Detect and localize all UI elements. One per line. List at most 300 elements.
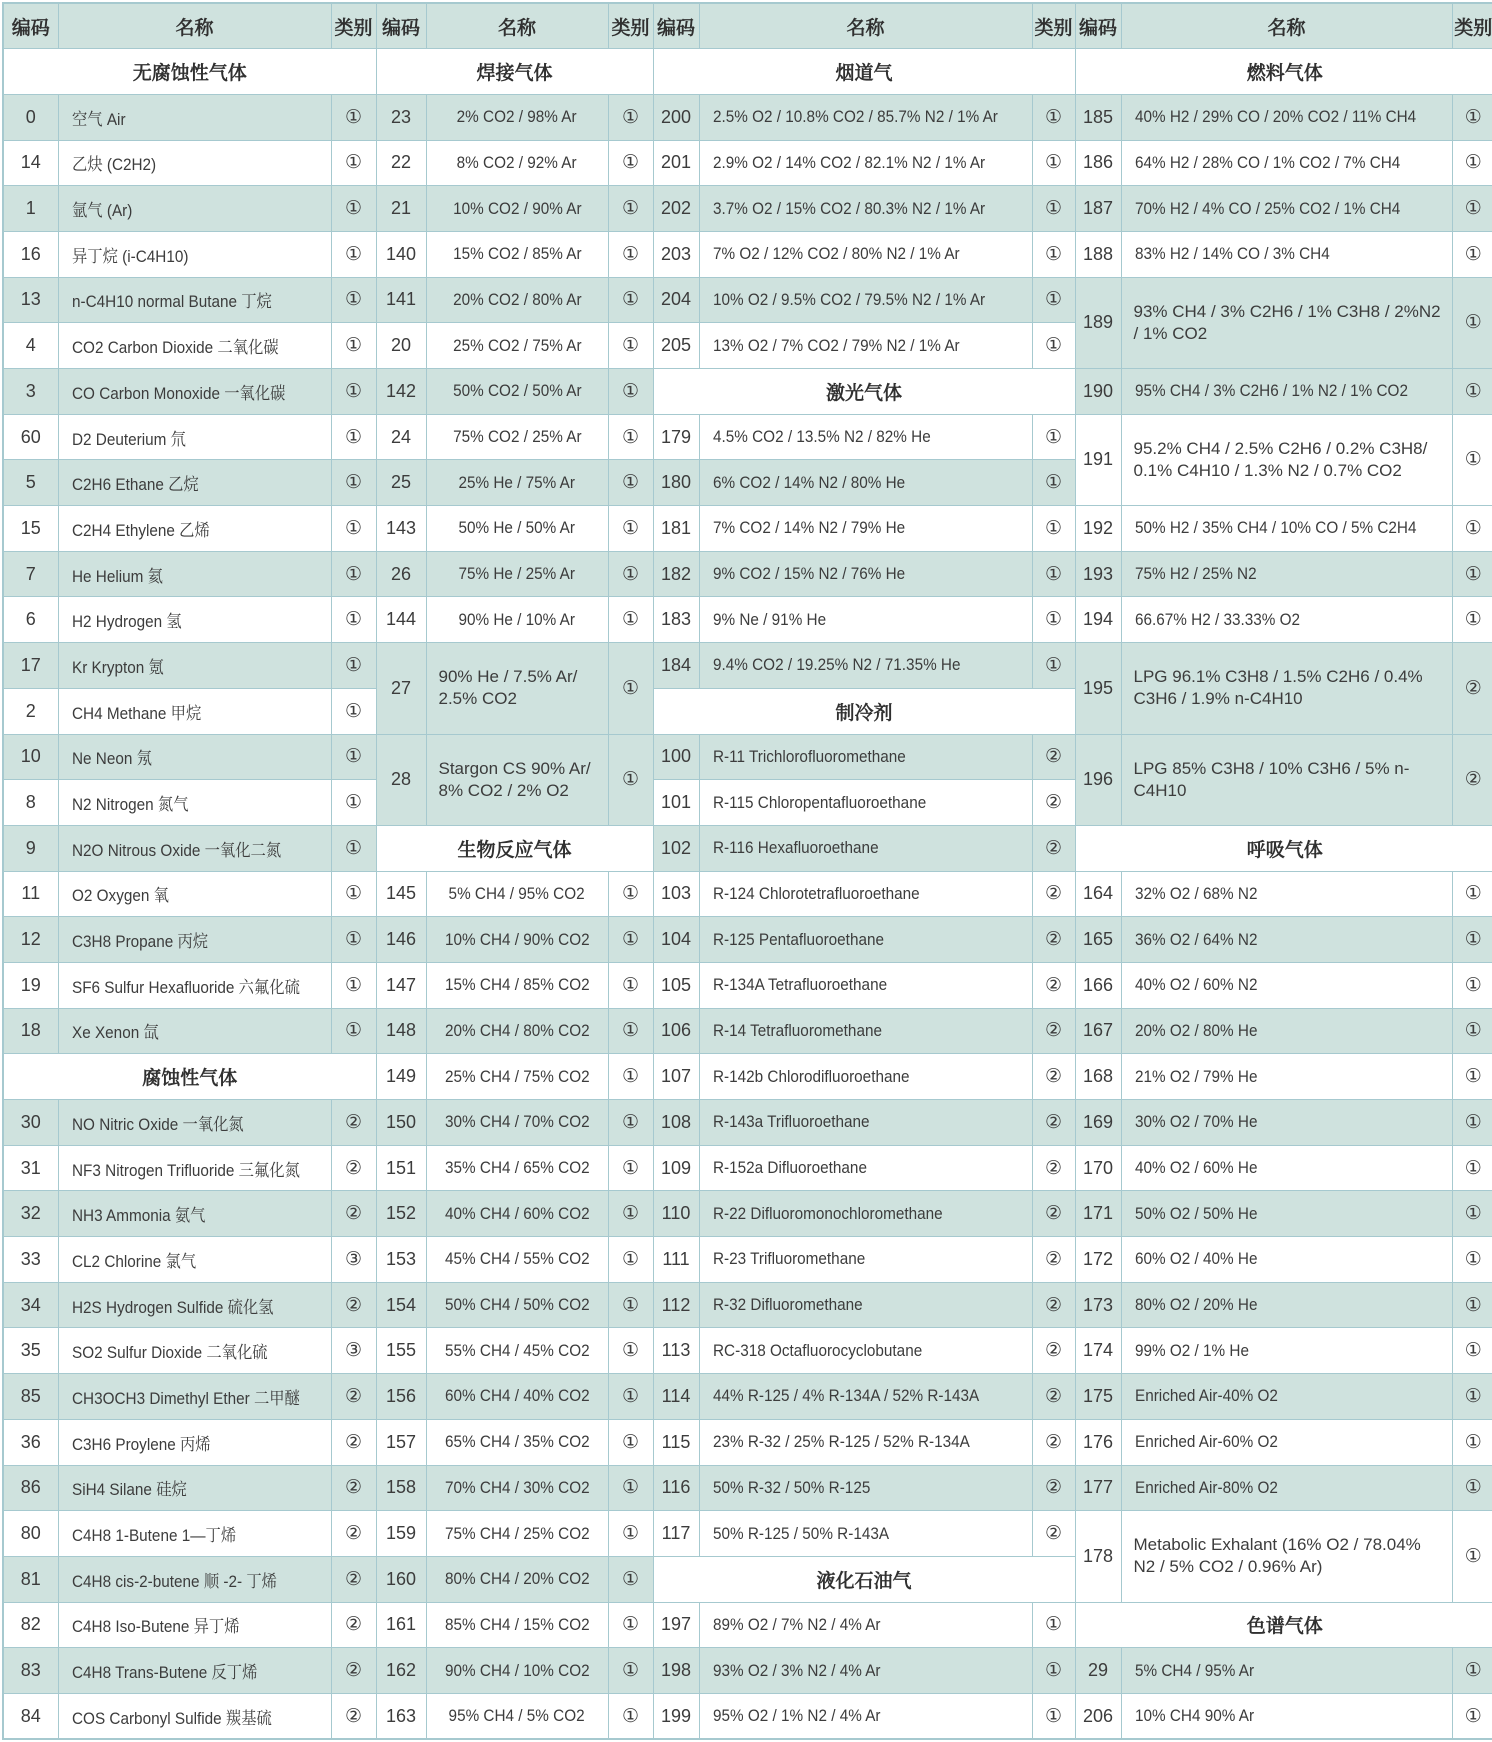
gas-name: N2 Nitrogen 氮气 xyxy=(71,795,188,815)
code-cell: 14 xyxy=(3,140,58,186)
gas-name: 90% CH4 / 10% CO2 xyxy=(444,1660,590,1680)
code-cell: 33 xyxy=(3,1237,58,1283)
code-cell: 172 xyxy=(1075,1237,1121,1283)
code-cell: 143 xyxy=(376,506,426,552)
gas-name: D2 Deuterium 氘 xyxy=(71,429,186,449)
gas-name: 65% CH4 / 35% CO2 xyxy=(444,1432,590,1452)
code-cell: 10 xyxy=(3,734,58,780)
category-cell: ② xyxy=(1032,1465,1075,1511)
category-cell: ② xyxy=(331,1465,376,1511)
name-cell xyxy=(426,1145,608,1191)
code-cell: 190 xyxy=(1075,369,1121,415)
code-cell: 4 xyxy=(3,323,58,369)
code-cell: 113 xyxy=(653,1328,699,1374)
category-cell: ② xyxy=(1032,1374,1075,1420)
name-cell xyxy=(699,1374,1032,1420)
name-cell xyxy=(58,277,331,323)
category-cell: ① xyxy=(1452,1328,1492,1374)
gas-name: 10% O2 / 9.5% CO2 / 79.5% N2 / 1% Ar xyxy=(712,289,985,309)
category-cell: ② xyxy=(331,1648,376,1694)
gas-name: 5% CH4 / 95% CO2 xyxy=(448,883,586,903)
code-cell: 175 xyxy=(1075,1374,1121,1420)
category-cell: ① xyxy=(1452,277,1492,368)
gas-name: CL2 Chlorine 氯气 xyxy=(71,1251,196,1271)
table-row xyxy=(3,1054,1492,1100)
category-cell: ① xyxy=(331,140,376,186)
category-cell: ① xyxy=(331,414,376,460)
table-row xyxy=(3,1693,1492,1739)
code-cell: 151 xyxy=(376,1145,426,1191)
table-row xyxy=(3,825,1492,871)
code-cell: 164 xyxy=(1075,871,1121,917)
gas-name: 30% O2 / 70% He xyxy=(1134,1112,1257,1132)
code-cell: 18 xyxy=(3,1008,58,1054)
name-cell xyxy=(699,871,1032,917)
table-row xyxy=(3,871,1492,917)
code-cell: 114 xyxy=(653,1374,699,1420)
name-cell xyxy=(58,917,331,963)
gas-name: R-116 Hexafluoroethane xyxy=(712,838,879,858)
code-cell: 163 xyxy=(376,1693,426,1739)
name-cell xyxy=(426,1419,608,1465)
name-cell xyxy=(426,140,608,186)
code-cell: 180 xyxy=(653,460,699,506)
code-cell: 85 xyxy=(3,1374,58,1420)
name-cell xyxy=(699,186,1032,232)
col-header-category: 类别 xyxy=(608,3,653,49)
gas-name: 15% CO2 / 85% Ar xyxy=(452,244,582,264)
code-cell: 83 xyxy=(3,1648,58,1694)
gas-name: 50% CO2 / 50% Ar xyxy=(452,381,582,401)
category-cell: ① xyxy=(608,1419,653,1465)
name-cell xyxy=(426,643,608,734)
gas-name: RC-318 Octafluorocyclobutane xyxy=(712,1340,922,1360)
name-cell xyxy=(699,597,1032,643)
gas-name: 93% O2 / 3% N2 / 4% Ar xyxy=(712,1660,881,1680)
code-cell: 84 xyxy=(3,1693,58,1739)
section-header: 生物反应气体 xyxy=(376,825,653,871)
section-header: 激光气体 xyxy=(653,369,1075,415)
name-cell xyxy=(426,1237,608,1283)
name-cell xyxy=(426,460,608,506)
gas-name: 95% O2 / 1% N2 / 4% Ar xyxy=(712,1706,881,1726)
gas-name: 乙炔 (C2H2) xyxy=(71,155,156,175)
category-cell: ① xyxy=(1452,1054,1492,1100)
name-cell xyxy=(426,1648,608,1694)
name-cell xyxy=(699,1282,1032,1328)
table-row xyxy=(3,1237,1492,1283)
name-cell xyxy=(699,917,1032,963)
gas-name: 30% CH4 / 70% CO2 xyxy=(444,1112,590,1132)
name-cell xyxy=(58,231,331,277)
category-cell: ② xyxy=(1032,962,1075,1008)
category-cell: ① xyxy=(608,231,653,277)
category-cell: ① xyxy=(1452,1008,1492,1054)
category-cell: ② xyxy=(331,1511,376,1557)
name-cell xyxy=(699,825,1032,871)
table-row xyxy=(3,49,1492,95)
gas-name: 85% CH4 / 15% CO2 xyxy=(444,1614,590,1634)
code-cell: 107 xyxy=(653,1054,699,1100)
table-row xyxy=(3,94,1492,140)
gas-name: 25% He / 75% Ar xyxy=(458,472,576,492)
gas-name: C3H6 Proylene 丙烯 xyxy=(71,1434,211,1454)
code-cell: 145 xyxy=(376,871,426,917)
gas-name: Kr Krypton 氪 xyxy=(71,657,164,677)
category-cell: ① xyxy=(331,825,376,871)
name-cell xyxy=(1121,277,1452,368)
gas-name: R-143a Trifluoroethane xyxy=(712,1112,870,1132)
category-cell: ① xyxy=(1452,140,1492,186)
table-row xyxy=(3,414,1492,460)
name-cell xyxy=(58,1556,331,1602)
category-cell: ① xyxy=(331,551,376,597)
category-cell: ① xyxy=(608,1282,653,1328)
code-cell: 185 xyxy=(1075,94,1121,140)
category-cell: ② xyxy=(1032,1419,1075,1465)
name-cell xyxy=(699,734,1032,780)
table-row xyxy=(3,551,1492,597)
category-cell: ① xyxy=(1452,1282,1492,1328)
name-cell xyxy=(426,871,608,917)
table-row xyxy=(3,506,1492,552)
table-row xyxy=(3,1419,1492,1465)
code-cell: 183 xyxy=(653,597,699,643)
gas-name: 23% R-32 / 25% R-125 / 52% R-134A xyxy=(712,1432,970,1452)
category-cell: ① xyxy=(1452,231,1492,277)
code-cell: 101 xyxy=(653,780,699,826)
code-cell: 28 xyxy=(376,734,426,825)
name-cell xyxy=(1121,1054,1452,1100)
name-cell xyxy=(426,277,608,323)
category-cell: ② xyxy=(1452,643,1492,734)
category-cell: ① xyxy=(608,1511,653,1557)
code-cell: 13 xyxy=(3,277,58,323)
code-cell: 24 xyxy=(376,414,426,460)
gas-name: 2% CO2 / 98% Ar xyxy=(457,107,577,127)
code-cell: 192 xyxy=(1075,506,1121,552)
name-cell xyxy=(58,780,331,826)
name-cell xyxy=(426,917,608,963)
category-cell: ① xyxy=(608,871,653,917)
table-row xyxy=(3,1511,1492,1557)
gas-name: 3.7% O2 / 15% CO2 / 80.3% N2 / 1% Ar xyxy=(712,198,985,218)
category-cell: ① xyxy=(331,506,376,552)
code-cell: 174 xyxy=(1075,1328,1121,1374)
name-cell xyxy=(1121,643,1452,734)
code-cell: 15 xyxy=(3,506,58,552)
category-cell: ① xyxy=(1032,643,1075,689)
table-row xyxy=(3,1328,1492,1374)
code-cell: 144 xyxy=(376,597,426,643)
section-header: 无腐蚀性气体 xyxy=(3,49,376,95)
section-header: 燃料气体 xyxy=(1075,49,1492,95)
name-cell xyxy=(1121,1237,1452,1283)
category-cell: ① xyxy=(1452,1374,1492,1420)
gas-name: 60% O2 / 40% He xyxy=(1134,1249,1257,1269)
table-row xyxy=(3,1145,1492,1191)
name-cell xyxy=(58,1100,331,1146)
name-cell xyxy=(58,1419,331,1465)
category-cell: ① xyxy=(608,460,653,506)
gas-name: Enriched Air-60% O2 xyxy=(1134,1432,1278,1452)
code-cell: 153 xyxy=(376,1237,426,1283)
name-cell xyxy=(1121,1511,1452,1602)
col-header-name: 名称 xyxy=(1121,3,1452,49)
code-cell: 178 xyxy=(1075,1511,1121,1602)
name-cell xyxy=(699,962,1032,1008)
table-row xyxy=(3,962,1492,1008)
gas-name: LPG 96.1% C3H8 / 1.5% C2H6 / 0.4% C3H6 / 1.9% n-C4H10 xyxy=(1133,667,1423,709)
category-cell: ① xyxy=(1452,1100,1492,1146)
code-cell: 23 xyxy=(376,94,426,140)
gas-name: Enriched Air-80% O2 xyxy=(1134,1477,1278,1497)
gas-name: C4H8 1-Butene 1—丁烯 xyxy=(71,1526,236,1546)
category-cell: ① xyxy=(1032,1693,1075,1739)
name-cell xyxy=(699,277,1032,323)
name-cell xyxy=(1121,1328,1452,1374)
gas-name: 55% CH4 / 45% CO2 xyxy=(444,1340,590,1360)
name-cell xyxy=(426,1100,608,1146)
category-cell: ① xyxy=(608,1374,653,1420)
col-header-code: 编码 xyxy=(3,3,58,49)
gas-name: COS Carbonyl Sulfide 羰基硫 xyxy=(71,1708,272,1728)
code-cell: 30 xyxy=(3,1100,58,1146)
name-cell xyxy=(1121,186,1452,232)
category-cell: ① xyxy=(331,643,376,689)
gas-name: 36% O2 / 64% N2 xyxy=(1134,929,1257,949)
gas-name: 20% O2 / 80% He xyxy=(1134,1020,1257,1040)
section-header: 烟道气 xyxy=(653,49,1075,95)
name-cell xyxy=(1121,1008,1452,1054)
gas-name: SF6 Sulfur Hexafluoride 六氟化硫 xyxy=(71,977,300,997)
name-cell xyxy=(1121,734,1452,825)
name-cell xyxy=(699,231,1032,277)
section-header: 色谱气体 xyxy=(1075,1602,1492,1648)
category-cell: ① xyxy=(1452,186,1492,232)
gas-name: C2H4 Ethylene 乙烯 xyxy=(71,520,210,540)
code-cell: 149 xyxy=(376,1054,426,1100)
table-row xyxy=(3,1282,1492,1328)
gas-name: R-142b Chlorodifluoroethane xyxy=(712,1066,909,1086)
table-row xyxy=(3,1008,1492,1054)
gas-name: CH3OCH3 Dimethyl Ether 二甲醚 xyxy=(71,1388,300,1408)
category-cell: ① xyxy=(1452,871,1492,917)
name-cell xyxy=(58,506,331,552)
code-cell: 193 xyxy=(1075,551,1121,597)
category-cell: ② xyxy=(1032,1191,1075,1237)
code-cell: 152 xyxy=(376,1191,426,1237)
code-cell: 31 xyxy=(3,1145,58,1191)
name-cell xyxy=(58,1602,331,1648)
code-cell: 26 xyxy=(376,551,426,597)
gas-name: R-32 Difluoromethane xyxy=(712,1295,863,1315)
category-cell: ① xyxy=(1452,551,1492,597)
gas-name: 32% O2 / 68% N2 xyxy=(1134,883,1257,903)
name-cell xyxy=(699,1419,1032,1465)
code-cell: 184 xyxy=(653,643,699,689)
code-cell: 159 xyxy=(376,1511,426,1557)
code-cell: 165 xyxy=(1075,917,1121,963)
code-cell: 194 xyxy=(1075,597,1121,643)
category-cell: ① xyxy=(1032,414,1075,460)
code-cell: 187 xyxy=(1075,186,1121,232)
category-cell: ② xyxy=(331,1693,376,1739)
name-cell xyxy=(1121,1100,1452,1146)
category-cell: ① xyxy=(608,917,653,963)
name-cell xyxy=(58,871,331,917)
category-cell: ① xyxy=(331,323,376,369)
name-cell xyxy=(699,1511,1032,1557)
code-cell: 106 xyxy=(653,1008,699,1054)
category-cell: ① xyxy=(1452,1693,1492,1739)
name-cell xyxy=(58,1328,331,1374)
gas-name: 75% CO2 / 25% Ar xyxy=(452,427,582,447)
table-row xyxy=(3,917,1492,963)
col-header-code: 编码 xyxy=(376,3,426,49)
code-cell: 197 xyxy=(653,1602,699,1648)
code-cell: 6 xyxy=(3,597,58,643)
category-cell: ① xyxy=(331,871,376,917)
code-cell: 82 xyxy=(3,1602,58,1648)
category-cell: ① xyxy=(1452,414,1492,505)
category-cell: ① xyxy=(608,140,653,186)
name-cell xyxy=(58,460,331,506)
gas-name: 40% O2 / 60% He xyxy=(1134,1158,1257,1178)
category-cell: ① xyxy=(608,369,653,415)
category-cell: ① xyxy=(608,734,653,825)
gas-name: C4H8 Iso-Butene 异丁烯 xyxy=(71,1617,240,1637)
name-cell xyxy=(58,688,331,734)
category-cell: ③ xyxy=(331,1237,376,1283)
code-cell: 199 xyxy=(653,1693,699,1739)
category-cell: ① xyxy=(608,1237,653,1283)
gas-name: C2H6 Ethane 乙烷 xyxy=(71,475,199,495)
code-cell: 205 xyxy=(653,323,699,369)
gas-name: 99% O2 / 1% He xyxy=(1134,1340,1249,1360)
gas-name: 5% CH4 / 95% Ar xyxy=(1134,1660,1254,1680)
gas-name: R-14 Tetrafluoromethane xyxy=(712,1020,882,1040)
gas-name: R-134A Tetrafluoroethane xyxy=(712,975,887,995)
category-cell: ① xyxy=(608,277,653,323)
gas-name: n-C4H10 normal Butane 丁烷 xyxy=(71,292,272,312)
name-cell xyxy=(1121,414,1452,505)
gas-name: O2 Oxygen 氧 xyxy=(71,886,169,906)
gas-name: 7% CO2 / 14% N2 / 79% He xyxy=(712,518,905,538)
category-cell: ① xyxy=(1452,1191,1492,1237)
gas-name: CO2 Carbon Dioxide 二氧化碳 xyxy=(71,338,279,358)
name-cell xyxy=(699,1693,1032,1739)
table-row xyxy=(3,1191,1492,1237)
name-cell xyxy=(699,1328,1032,1374)
gas-name: 9% Ne / 91% He xyxy=(712,609,826,629)
gas-name: R-11 Trichlorofluoromethane xyxy=(712,746,906,766)
section-header: 焊接气体 xyxy=(376,49,653,95)
category-cell: ② xyxy=(1032,1282,1075,1328)
table-row xyxy=(3,597,1492,643)
gas-name: 10% CO2 / 90% Ar xyxy=(452,198,582,218)
name-cell xyxy=(1121,1693,1452,1739)
category-cell: ① xyxy=(331,917,376,963)
category-cell: ① xyxy=(331,688,376,734)
code-cell: 25 xyxy=(376,460,426,506)
gas-name: 21% O2 / 79% He xyxy=(1134,1066,1257,1086)
gas-name: 50% CH4 / 50% CO2 xyxy=(444,1295,590,1315)
category-cell: ② xyxy=(331,1374,376,1420)
category-cell: ② xyxy=(331,1100,376,1146)
name-cell xyxy=(58,1145,331,1191)
code-cell: 154 xyxy=(376,1282,426,1328)
code-cell: 206 xyxy=(1075,1693,1121,1739)
category-cell: ① xyxy=(1032,231,1075,277)
category-cell: ② xyxy=(331,1282,376,1328)
code-cell: 203 xyxy=(653,231,699,277)
category-cell: ① xyxy=(608,1693,653,1739)
name-cell xyxy=(58,1237,331,1283)
category-cell: ① xyxy=(608,1054,653,1100)
category-cell: ① xyxy=(608,1556,653,1602)
gas-name: 10% CH4 90% Ar xyxy=(1134,1706,1254,1726)
name-cell xyxy=(426,962,608,1008)
name-cell xyxy=(699,460,1032,506)
gas-name: 90% He / 7.5% Ar/ 2.5% CO2 xyxy=(438,667,578,709)
name-cell xyxy=(1121,1419,1452,1465)
code-cell: 86 xyxy=(3,1465,58,1511)
section-header: 制冷剂 xyxy=(653,688,1075,734)
category-cell: ③ xyxy=(331,1328,376,1374)
col-header-code: 编码 xyxy=(1075,3,1121,49)
name-cell xyxy=(1121,94,1452,140)
gas-name: 2.9% O2 / 14% CO2 / 82.1% N2 / 1% Ar xyxy=(712,152,985,172)
name-cell xyxy=(1121,1191,1452,1237)
gas-name: 9% CO2 / 15% N2 / 76% He xyxy=(712,564,905,584)
name-cell xyxy=(1121,597,1452,643)
code-cell: 204 xyxy=(653,277,699,323)
code-cell: 198 xyxy=(653,1648,699,1694)
name-cell xyxy=(426,231,608,277)
code-cell: 148 xyxy=(376,1008,426,1054)
name-cell xyxy=(426,414,608,460)
category-cell: ① xyxy=(1452,1465,1492,1511)
section-header: 液化石油气 xyxy=(653,1556,1075,1602)
name-cell xyxy=(58,414,331,460)
code-cell: 117 xyxy=(653,1511,699,1557)
gas-name: R-125 Pentafluoroethane xyxy=(712,929,884,949)
name-cell xyxy=(58,140,331,186)
table-row xyxy=(3,1602,1492,1648)
code-cell: 21 xyxy=(376,186,426,232)
code-cell: 116 xyxy=(653,1465,699,1511)
gas-name: SO2 Sulfur Dioxide 二氧化硫 xyxy=(71,1343,268,1363)
code-cell: 201 xyxy=(653,140,699,186)
name-cell xyxy=(58,1008,331,1054)
code-cell: 160 xyxy=(376,1556,426,1602)
gas-name: 20% CH4 / 80% CO2 xyxy=(444,1020,590,1040)
table-row xyxy=(3,1100,1492,1146)
category-cell: ① xyxy=(608,962,653,1008)
category-cell: ① xyxy=(1032,140,1075,186)
category-cell: ② xyxy=(331,1145,376,1191)
code-cell: 202 xyxy=(653,186,699,232)
category-cell: ① xyxy=(1032,551,1075,597)
name-cell xyxy=(699,323,1032,369)
code-cell: 27 xyxy=(376,643,426,734)
gas-name: 8% CO2 / 92% Ar xyxy=(457,152,577,172)
category-cell: ② xyxy=(1032,871,1075,917)
category-cell: ① xyxy=(608,94,653,140)
code-cell: 196 xyxy=(1075,734,1121,825)
category-cell: ① xyxy=(331,277,376,323)
